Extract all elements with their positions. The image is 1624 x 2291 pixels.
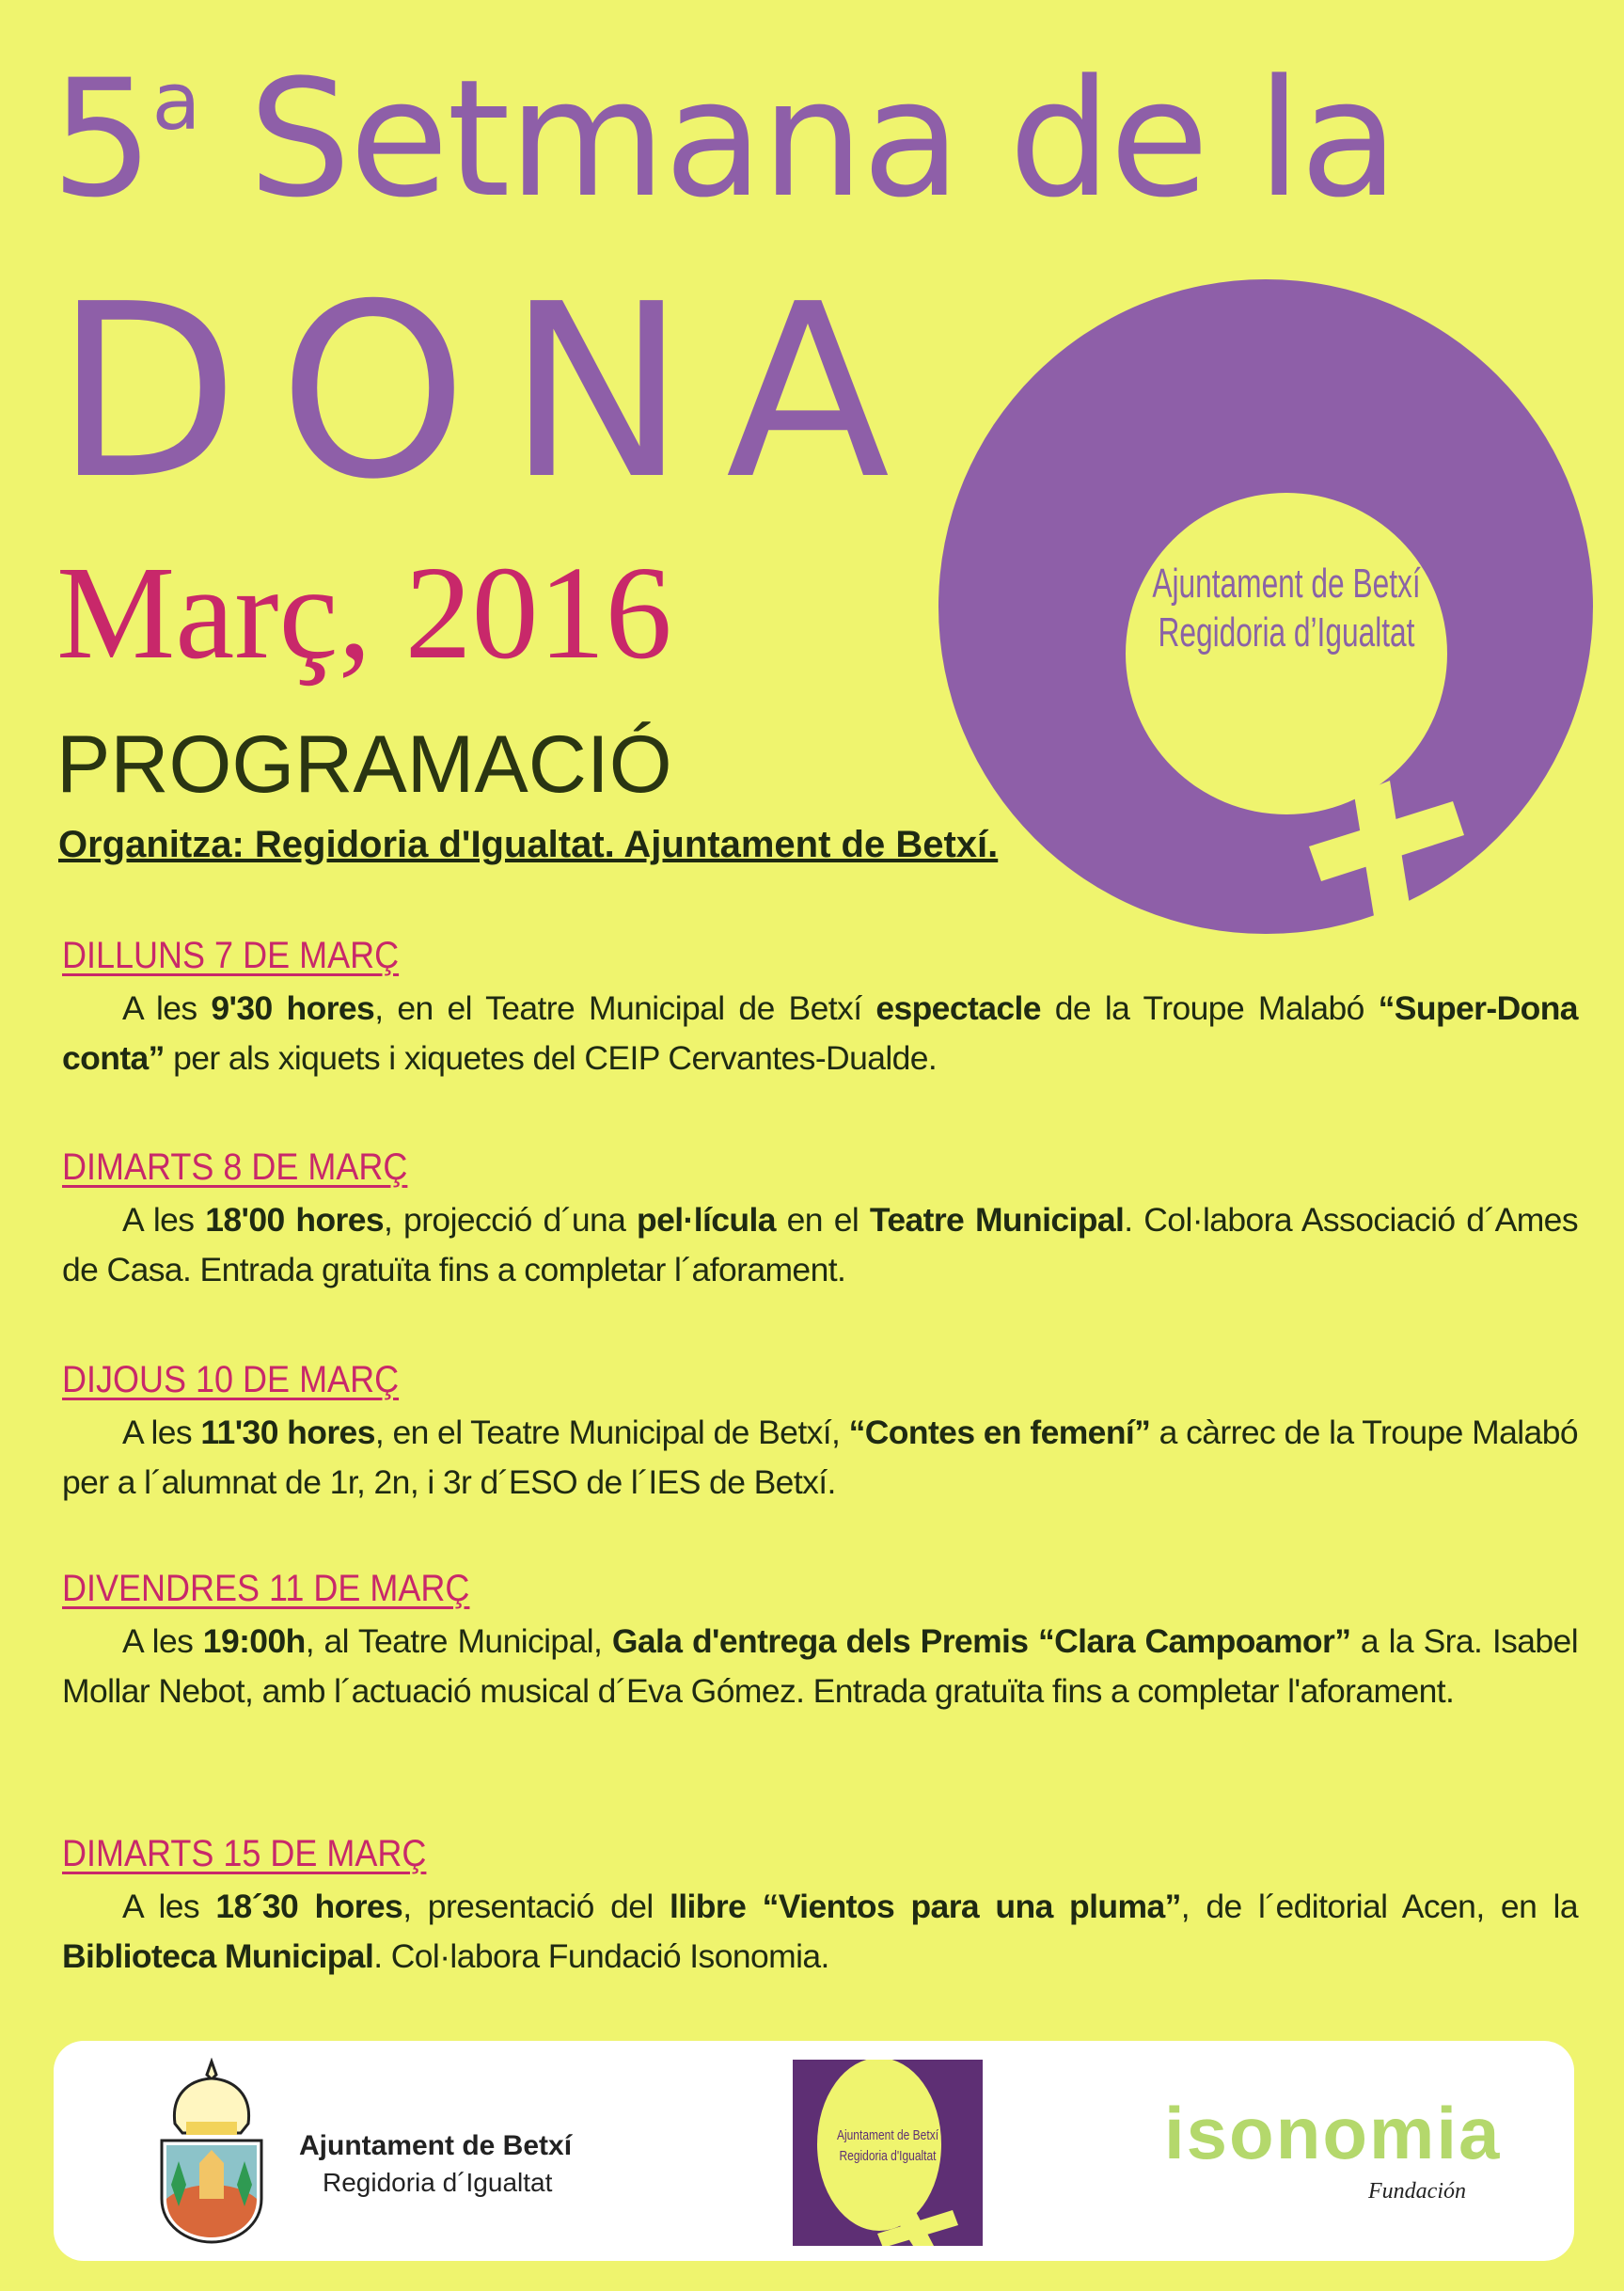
body-text: . Col·labora Fundació Isonomia.	[373, 1937, 829, 1975]
body-text: A les	[122, 1414, 201, 1451]
body-text: , projecció d´una	[384, 1201, 638, 1239]
highlight-text: 18'00 hores	[205, 1201, 385, 1239]
event-day: DIVENDRES 11 DE MARÇ	[62, 1568, 470, 1609]
coat-of-arms-logo	[150, 2058, 273, 2246]
body-text: a càrrec de la Troupe Malabó per a l´alumnat de 1r, 2n, i 3r d´ESO de l´IES de Betxí.	[62, 1414, 1578, 1501]
emblem-line-2: Regidoria d’Igualtat	[1158, 609, 1415, 656]
event-description	[62, 1617, 1578, 1716]
ajuntament-name: Ajuntament de Betxí	[299, 2130, 573, 2161]
highlight-text: espectacle	[875, 989, 1041, 1027]
title-number: 5	[51, 44, 152, 233]
ajuntament-subtitle: Regidoria d´Igualtat	[323, 2168, 553, 2197]
event-description	[62, 984, 1578, 1083]
emblem-line-1: Ajuntament de Betxí	[1152, 561, 1421, 607]
body-text: , en el Teatre Municipal de Betxí	[374, 989, 876, 1027]
event-4	[62, 1829, 1578, 1982]
event-3	[62, 1564, 1578, 1829]
square-logo-line-1: Ajuntament de Betxí	[836, 2127, 939, 2143]
title-dona: DONA	[55, 253, 930, 532]
body-text: per als xiquets i xiquetes del CEIP Cervantes-Dualde.	[164, 1039, 938, 1077]
body-text: A les	[122, 1201, 206, 1239]
highlight-text: llibre “Vientos para una pluma”	[670, 1888, 1181, 1925]
organizer-line: Organitza: Regidoria d'Igualtat. Ajuntament de Betxí.	[58, 824, 999, 865]
body-text: A les	[122, 989, 212, 1027]
highlight-text: pel·lícula	[637, 1201, 776, 1239]
title-rest: Setmana de la	[248, 44, 1397, 233]
body-text: . Col·labora Associació d´Ames de Casa. Entrada gratuïta fins a completar l´aforament.	[62, 1201, 1578, 1288]
isonomia-fundacion: Fundación	[1368, 2179, 1466, 2204]
highlight-text: 19:00h	[202, 1622, 306, 1660]
body-text: , al Teatre Municipal,	[305, 1622, 612, 1660]
section-title: PROGRAMACIÓ	[56, 719, 672, 810]
emblem-text	[1127, 560, 1445, 657]
highlight-text: 11'30 hores	[200, 1414, 375, 1451]
highlight-text: 9'30 hores	[211, 989, 375, 1027]
event-day: DIMARTS 15 DE MARÇ	[62, 1833, 427, 1874]
highlight-text: “Contes en femení”	[848, 1414, 1151, 1451]
title-ordinal: a	[151, 55, 199, 149]
highlight-text: Gala d'entrega dels Premis “Clara Campoamor”	[611, 1622, 1351, 1660]
event-1	[62, 1143, 1578, 1355]
body-text: a la Sra. Isabel Mollar Nebot, amb l´actuació musical d´Eva Gómez. Entrada gratuïta fins a completar l'aforament.	[62, 1622, 1578, 1710]
body-text: , de l´editorial Acen, en la	[1180, 1888, 1578, 1925]
body-text: de la Troupe Malabó	[1040, 989, 1379, 1027]
body-text: A les	[122, 1888, 216, 1925]
highlight-text: 18´30 hores	[215, 1888, 403, 1925]
body-text: A les	[122, 1622, 203, 1660]
body-text: , presentació del	[402, 1888, 670, 1925]
regidoria-square-logo	[793, 2060, 983, 2246]
event-2	[62, 1355, 1578, 1564]
date-title: Març, 2016	[56, 538, 672, 687]
event-0	[62, 931, 1578, 1143]
event-description	[62, 1195, 1578, 1295]
isonomia-logo: isonomia	[1164, 2092, 1502, 2174]
female-symbol-emblem	[0, 0, 1624, 1035]
event-day: DIMARTS 8 DE MARÇ	[62, 1146, 408, 1188]
event-day: DIJOUS 10 DE MARÇ	[62, 1359, 400, 1400]
highlight-text: “Super-Dona conta”	[62, 989, 1578, 1077]
event-description	[62, 1882, 1578, 1982]
highlight-text: Biblioteca Municipal	[62, 1937, 374, 1975]
body-text: en el	[775, 1201, 870, 1239]
square-logo-line-2: Regidoria d'Igualtat	[839, 2148, 937, 2164]
events-list	[62, 931, 1578, 1982]
event-day: DILLUNS 7 DE MARÇ	[62, 935, 400, 976]
body-text: , en el Teatre Municipal de Betxí,	[374, 1414, 849, 1451]
event-description	[62, 1408, 1578, 1508]
highlight-text: Teatre Municipal	[869, 1201, 1125, 1239]
